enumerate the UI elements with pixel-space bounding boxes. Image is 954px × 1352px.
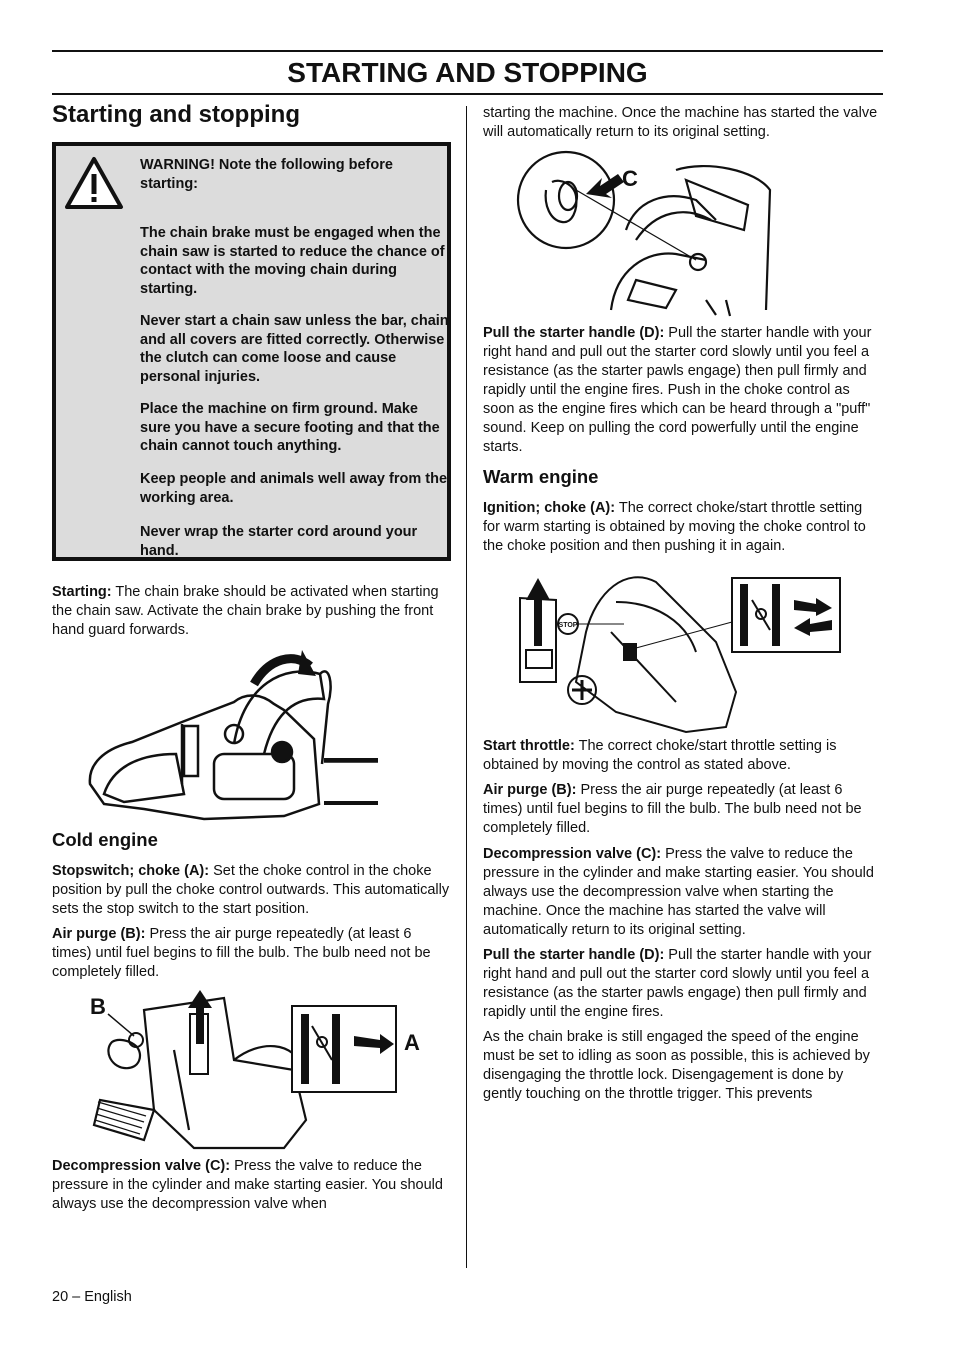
continued-text: starting the machine. Once the machine has started the valve will automatically return to its original setting. [483, 105, 878, 140]
warning-triangle-icon [64, 156, 124, 210]
stopswitch-text: Set the choke control in the choke position by pull the choke control outwards. This automatically sets the stop switch to the start position. [52, 863, 450, 917]
figure-label-a: A [404, 1030, 420, 1055]
start-throttle-text: The correct choke/start throttle setting is obtained by moving the control as stated above. [483, 738, 837, 773]
air-purge-label: Air purge (B): [52, 926, 146, 942]
starting-paragraph [52, 583, 452, 640]
pull-starter-label: Pull the starter handle (D): [483, 325, 665, 341]
warning-heading: WARNING! Note the following before starting: [140, 157, 393, 192]
warning-item: Place the machine on firm ground. Make sure you have a secure footing and that the chain cannot touch anything. [140, 401, 440, 454]
ignition-text: The correct choke/start throttle setting for warm starting is obtained by moving the choke control to the choke position and then pushing it in again. [483, 500, 866, 554]
decompression-text: Press the valve to reduce the pressure in the cylinder and make starting easier. You should always use the decompression valve when starting the machine. Once the machine has started the valve will automatically return to its original setting. [483, 846, 874, 938]
header-top-rule [52, 50, 883, 52]
air-purge-label: Air purge (B): [483, 782, 577, 798]
choke-air-purge-illustration [84, 990, 424, 1152]
decompression-label: Decompression valve (C): [52, 1158, 231, 1174]
warm-start-throttle-illustration [516, 562, 842, 734]
page-header-title: STARTING AND STOPPING [287, 57, 648, 88]
warning-item: Never wrap the starter cord around your hand. [140, 524, 418, 559]
chain-brake-illustration [84, 644, 380, 830]
page-footer: 20 – English [52, 1289, 132, 1305]
start-throttle-paragraph [483, 737, 883, 775]
header-bottom-rule [52, 93, 883, 95]
warning-item: Keep people and animals well away from the working area. [140, 471, 448, 506]
stopswitch-paragraph [52, 862, 452, 919]
column-divider [466, 106, 467, 1268]
pull-starter-paragraph-1 [483, 324, 883, 457]
figure-label-c: C [622, 166, 638, 191]
starting-label: Starting: [52, 584, 112, 600]
warning-item: Never start a chain saw unless the bar, chain and all covers are fitted correctly. Otherwise the clutch can come loose and cause personal injuries. [140, 313, 449, 385]
section-title: Starting and stopping [52, 101, 300, 128]
air-purge-paragraph-right [483, 781, 883, 838]
cold-engine-heading: Cold engine [52, 829, 158, 850]
decompression-paragraph-right [483, 845, 883, 940]
pull-starter-paragraph-2 [483, 946, 883, 1022]
ignition-label: Ignition; choke (A): [483, 500, 616, 516]
chain-brake-paragraph: As the chain brake is still engaged the speed of the engine must be set to idling as soon as possible, this is achieved by disengaging the throttle lock. Disengagement is done by gently touching on the throttle trigger. This prevents [483, 1029, 870, 1102]
decompression-paragraph-left [52, 1157, 452, 1214]
starting-text: The chain brake should be activated when starting the chain saw. Activate the chain brake by pushing the front hand guard forwards. [52, 584, 439, 638]
figure-label-b: B [90, 994, 106, 1019]
air-purge-paragraph [52, 925, 452, 982]
decompression-valve-illustration [516, 150, 776, 318]
stopswitch-label: Stopswitch; choke (A): [52, 863, 210, 879]
pull-starter-text: Pull the starter handle with your right hand and pull out the starter cord slowly until you feel a resistance (as the starter pawls engage) then pull firmly and rapidly until the engine fires. Push in the choke control as soon as the engine fires which can be heard through a "puff" sound. Keep on pulling the cord powerfully until the engine starts. [483, 325, 872, 455]
warm-engine-heading: Warm engine [483, 466, 599, 487]
air-purge-text: Press the air purge repeatedly (at least 6 times) until fuel begins to fill the bulb. The bulb need not be completely filled. [483, 782, 862, 836]
pull-starter-label: Pull the starter handle (D): [483, 947, 665, 963]
air-purge-text: Press the air purge repeatedly (at least 6 times) until fuel begins to fill the bulb. The bulb need not be completely filled. [52, 926, 431, 980]
ignition-paragraph [483, 499, 883, 556]
start-throttle-label: Start throttle: [483, 738, 575, 754]
stop-label: STOP [558, 622, 578, 629]
pull-starter-text: Pull the starter handle with your right hand and pull out the starter cord slowly until you feel a resistance (as the starter pawls engage) then pull firmly and rapidly until the engine fires. [483, 947, 872, 1020]
decompression-text: Press the valve to reduce the pressure in the cylinder and make starting easier. You should always use the decompression valve when [52, 1158, 443, 1212]
decompression-label: Decompression valve (C): [483, 846, 662, 862]
warning-item: The chain brake must be engaged when the chain saw is started to reduce the chance of contact with the moving chain during starting. [140, 225, 445, 297]
warning-box [52, 142, 451, 561]
